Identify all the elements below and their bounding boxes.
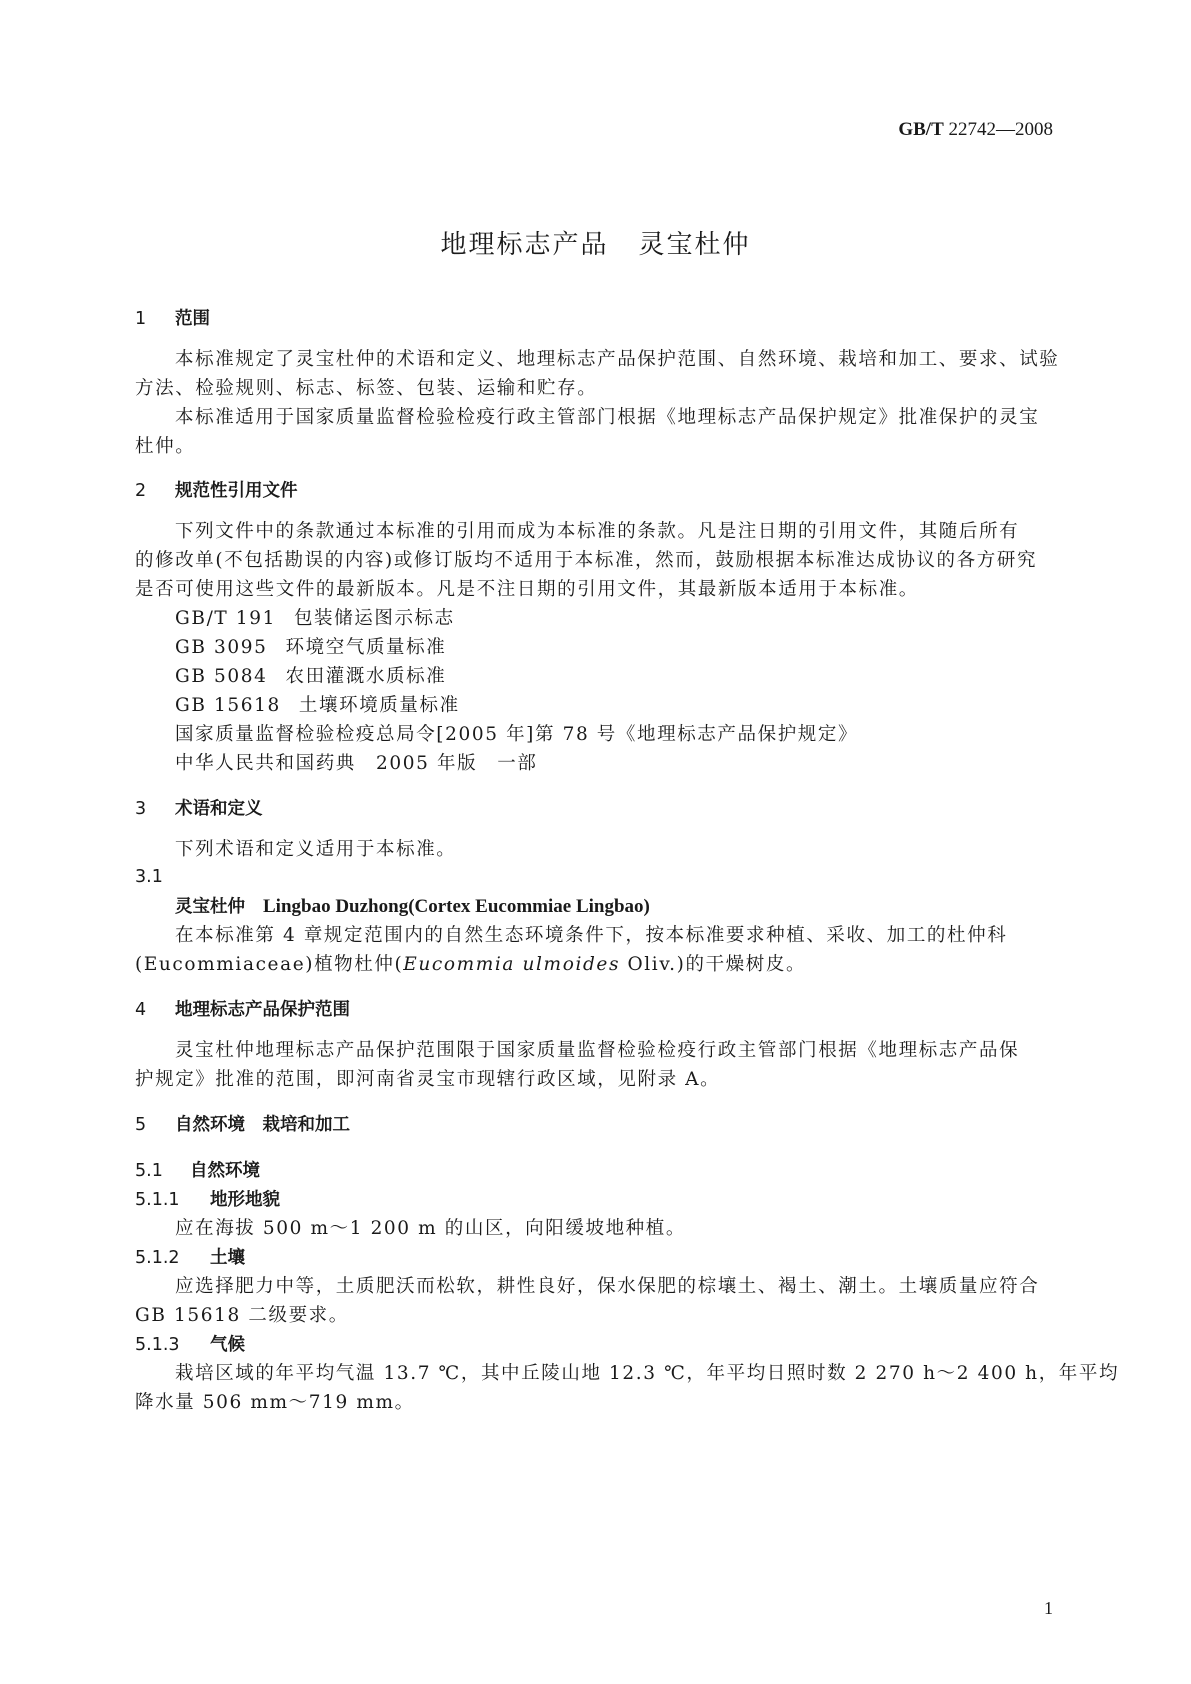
paragraph: 杜仲。: [135, 436, 196, 457]
standard-prefix: GB/T: [898, 119, 944, 140]
document-title: [0, 224, 1191, 261]
page-number: 1: [1044, 1598, 1053, 1618]
section-heading-3: 3 术语和定义: [135, 799, 263, 819]
reference-item: GB 15618 土壤环境质量标准: [175, 695, 460, 716]
section-heading-5: 5 自然环境 栽培和加工: [135, 1115, 350, 1135]
section-heading-1: 1 范围: [135, 309, 210, 329]
paragraph: (Eucommiaceae)植物杜仲(Eucommia ulmoides Oliv.)的干燥树皮。: [135, 954, 807, 975]
title-part2: 灵宝杜仲: [638, 230, 751, 260]
paragraph: 在本标准第 4 章规定范围内的自然生态环境条件下，按本标准要求种植、采收、加工的杜仲科: [175, 925, 1008, 946]
reference-item: 国家质量监督检验检疫总局令[2005 年]第 78 号《地理标志产品保护规定》: [175, 724, 859, 745]
reference-item: 中华人民共和国药典 2005 年版 一部: [175, 753, 538, 774]
section-heading-2: 2 规范性引用文件: [135, 481, 298, 501]
paragraph: 应选择肥力中等，土质肥沃而松软，耕性良好，保水保肥的棕壤土、褐土、潮土。土壤质量应符合: [175, 1276, 1040, 1297]
paragraph: 降水量 506 mm～719 mm。: [135, 1392, 415, 1413]
reference-item: GB/T 191 包装储运图示标志: [175, 608, 455, 629]
standard-code: 22742—2008: [948, 119, 1053, 140]
term-chinese: 灵宝杜仲: [175, 897, 245, 917]
paragraph: 方法、检验规则、标志、标签、包装、运输和贮存。: [135, 378, 598, 399]
term-english: Lingbao Duzhong(Cortex Eucommiae Lingbao): [263, 896, 650, 917]
subsection-heading-5-1-1: 5.1.1 地形地貌: [135, 1190, 280, 1210]
term-entry: [135, 892, 650, 922]
paragraph: GB 15618 二级要求。: [135, 1305, 349, 1326]
paragraph: 下列文件中的条款通过本标准的引用而成为本标准的条款。凡是注日期的引用文件，其随后所有: [175, 521, 1020, 542]
subsection-number: 3.1: [135, 867, 163, 887]
paragraph: 灵宝杜仲地理标志产品保护范围限于国家质量监督检验检疫行政主管部门根据《地理标志产品保: [175, 1040, 1020, 1061]
reference-item: GB 3095 环境空气质量标准: [175, 637, 447, 658]
paragraph: 栽培区域的年平均气温 13.7 ℃，其中丘陵山地 12.3 ℃，年平均日照时数 2 270 h～2 400 h，年平均: [175, 1363, 1120, 1384]
paragraph: 护规定》批准的范围，即河南省灵宝市现辖行政区域，见附录 A。: [135, 1069, 721, 1090]
paragraph: 是否可使用这些文件的最新版本。凡是不注日期的引用文件，其最新版本适用于本标准。: [135, 579, 919, 600]
subsection-heading-5-1-2: 5.1.2 土壤: [135, 1248, 245, 1268]
paragraph: 本标准规定了灵宝杜仲的术语和定义、地理标志产品保护范围、自然环境、栽培和加工、要求、试验: [175, 349, 1060, 370]
species-name: Eucommia ulmoides: [403, 954, 621, 975]
standard-number: [898, 119, 1053, 141]
paragraph: 本标准适用于国家质量监督检验检疫行政主管部门根据《地理标志产品保护规定》批准保护的灵宝: [175, 407, 1040, 428]
subsection-heading-5-1: 5.1 自然环境: [135, 1161, 260, 1181]
subsection-heading-5-1-3: 5.1.3 气候: [135, 1335, 245, 1355]
paragraph: 应在海拔 500 m～1 200 m 的山区，向阳缓坡地种植。: [175, 1218, 686, 1239]
paragraph: 下列术语和定义适用于本标准。: [175, 839, 457, 860]
reference-item: GB 5084 农田灌溉水质标准: [175, 666, 447, 687]
section-heading-4: 4 地理标志产品保护范围: [135, 1000, 350, 1020]
title-part1: 地理标志产品: [440, 230, 609, 260]
paragraph: 的修改单(不包括勘误的内容)或修订版均不适用于本标准，然而，鼓励根据本标准达成协议的各方研究: [135, 550, 1038, 571]
